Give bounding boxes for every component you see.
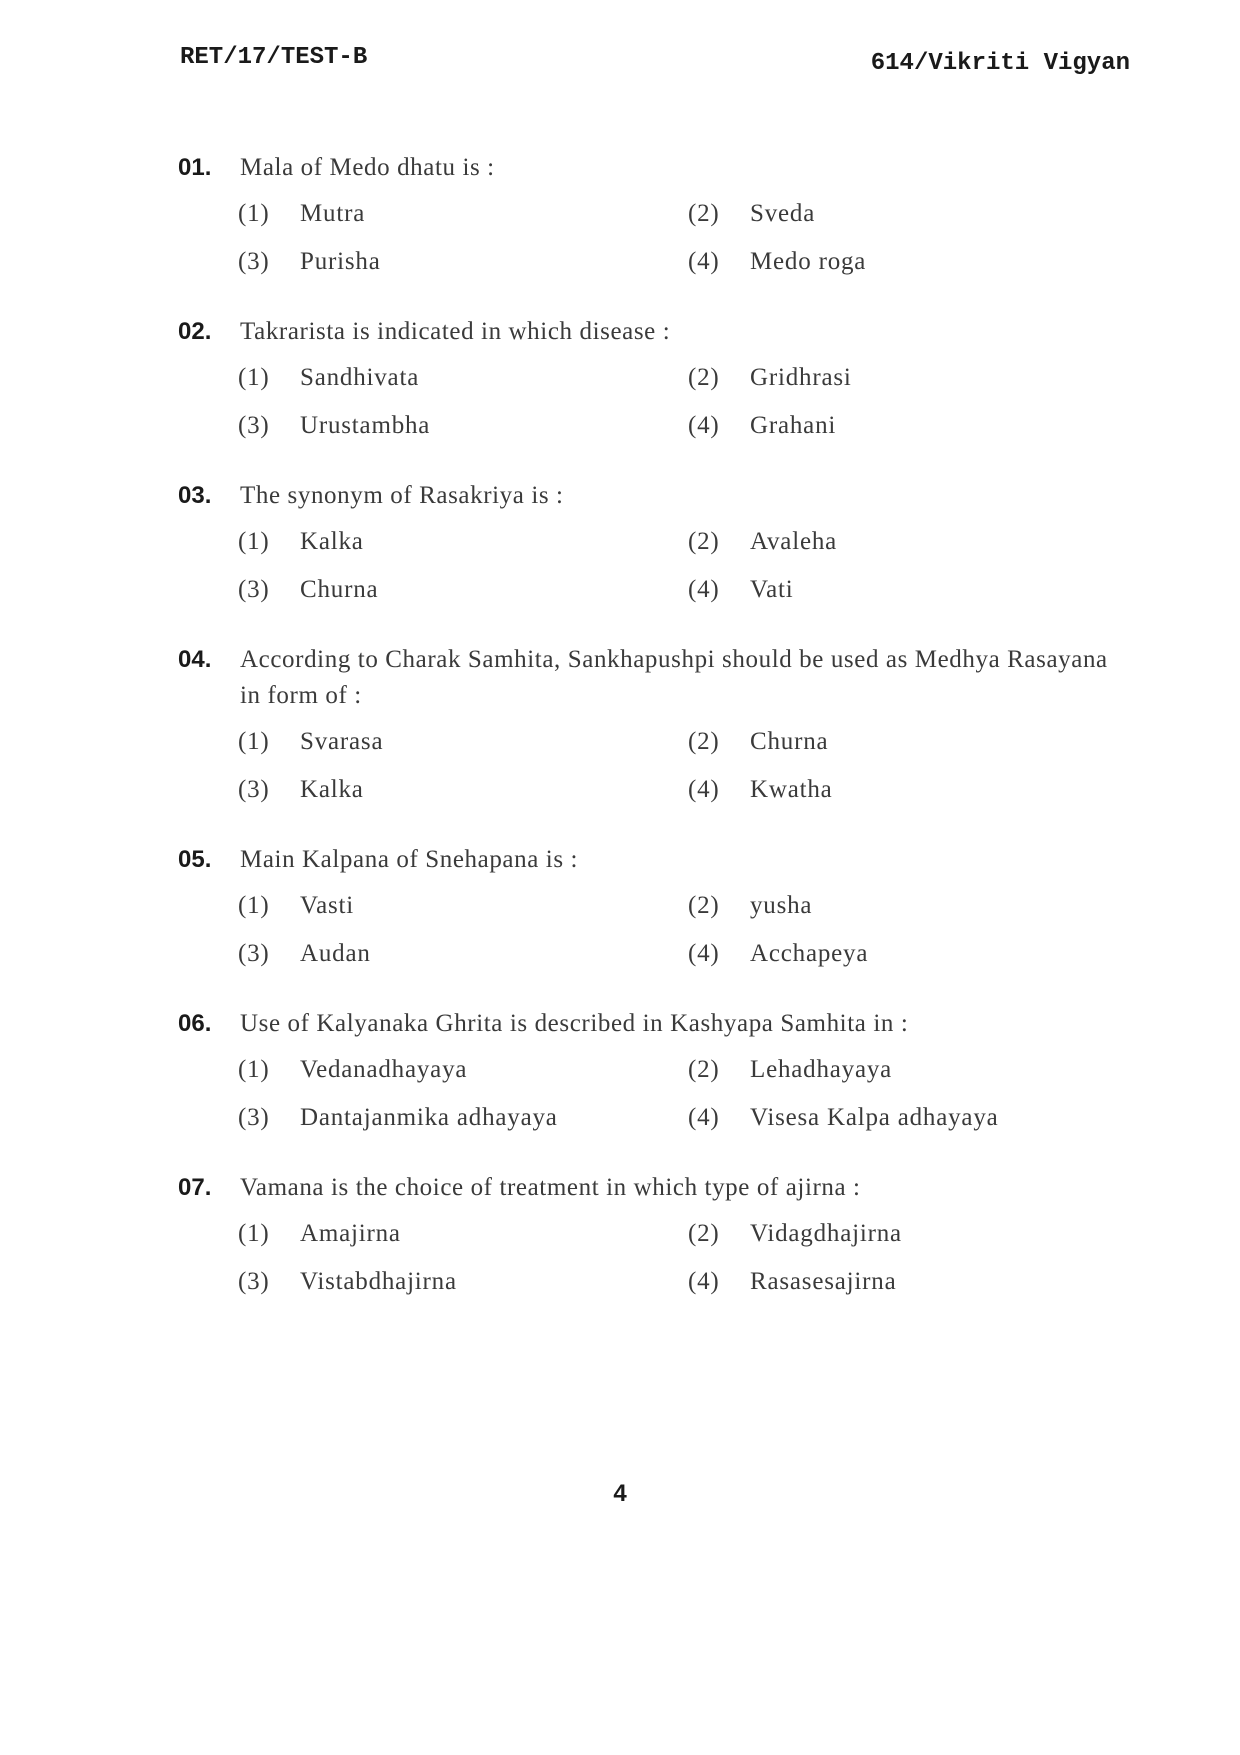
option-number: (1) <box>238 892 270 919</box>
answer-option <box>238 408 688 444</box>
option-number: (4) <box>688 1104 720 1131</box>
question-stem <box>178 842 1128 878</box>
answer-option <box>238 724 688 760</box>
option-number: (3) <box>238 776 270 803</box>
answer-option <box>238 936 688 972</box>
option-text: Lehadhayaya <box>750 1056 893 1083</box>
question-item <box>178 150 1128 280</box>
answer-option <box>688 888 1108 924</box>
option-text: Churna <box>300 576 379 603</box>
option-text: Vedanadhayaya <box>300 1056 468 1083</box>
option-number: (2) <box>688 1220 720 1247</box>
question-number: 05. <box>178 846 212 873</box>
answer-option <box>688 524 1108 560</box>
answer-option <box>688 408 1108 444</box>
answer-option <box>238 244 688 280</box>
option-number: (4) <box>688 940 720 967</box>
option-number: (3) <box>238 940 270 967</box>
option-text: Audan <box>300 940 371 967</box>
answer-option <box>238 360 688 396</box>
question-text: Takrarista is indicated in which disease : <box>240 318 671 345</box>
question-number: 01. <box>178 154 212 181</box>
answer-option <box>688 936 1108 972</box>
option-text: Sveda <box>750 200 816 227</box>
option-text: Vasti <box>300 892 354 919</box>
answer-option <box>688 724 1108 760</box>
option-text: Gridhrasi <box>750 364 852 391</box>
answer-option <box>238 888 688 924</box>
option-number: (3) <box>238 412 270 439</box>
question-number: 03. <box>178 482 212 509</box>
option-grid <box>238 360 1128 444</box>
answer-option <box>238 1100 688 1136</box>
option-text: Grahani <box>750 412 837 439</box>
option-number: (3) <box>238 248 270 275</box>
option-number: (3) <box>238 1268 270 1295</box>
option-number: (1) <box>238 728 270 755</box>
answer-option <box>238 572 688 608</box>
answer-option <box>688 244 1108 280</box>
option-number: (4) <box>688 576 720 603</box>
question-number: 07. <box>178 1174 212 1201</box>
option-number: (2) <box>688 728 720 755</box>
option-number: (4) <box>688 776 720 803</box>
option-text: Mutra <box>300 200 366 227</box>
option-grid <box>238 888 1128 972</box>
question-text: Use of Kalyanaka Ghrita is described in Kashyapa Samhita in : <box>240 1010 909 1037</box>
option-text: Urustambha <box>300 412 431 439</box>
option-text: Vistabdhajirna <box>300 1268 457 1295</box>
option-number: (1) <box>238 1220 270 1247</box>
option-text: Svarasa <box>300 728 384 755</box>
option-number: (2) <box>688 1056 720 1083</box>
answer-option <box>688 1052 1108 1088</box>
question-stem <box>178 314 1128 350</box>
question-stem <box>178 478 1128 514</box>
question-text: Mala of Medo dhatu is : <box>240 154 495 181</box>
question-stem <box>178 642 1128 714</box>
option-number: (4) <box>688 412 720 439</box>
option-number: (3) <box>238 1104 270 1131</box>
question-number: 04. <box>178 646 212 673</box>
option-number: (3) <box>238 576 270 603</box>
option-text: yusha <box>750 892 813 919</box>
question-number: 02. <box>178 318 212 345</box>
question-text: According to Charak Samhita, Sankhapushpi should be used as Medhya Rasayana in form of : <box>240 646 1108 709</box>
question-item <box>178 642 1128 808</box>
option-number: (4) <box>688 1268 720 1295</box>
option-number: (2) <box>688 892 720 919</box>
question-text: Main Kalpana of Snehapana is : <box>240 846 579 873</box>
answer-option <box>688 1264 1108 1300</box>
subject-title: 614/Vikriti Vigyan <box>870 50 1130 77</box>
option-number: (2) <box>688 200 720 227</box>
test-code: RET/17/TEST-B <box>180 44 368 71</box>
option-number: (2) <box>688 364 720 391</box>
question-item <box>178 478 1128 608</box>
option-number: (1) <box>238 200 270 227</box>
option-number: (1) <box>238 1056 270 1083</box>
question-item <box>178 314 1128 444</box>
option-number: (4) <box>688 248 720 275</box>
option-text: Purisha <box>300 248 381 275</box>
option-grid <box>238 524 1128 608</box>
answer-option <box>688 1100 1108 1136</box>
answer-option <box>238 1264 688 1300</box>
page-header <box>180 44 1130 84</box>
question-text: The synonym of Rasakriya is : <box>240 482 564 509</box>
answer-option <box>688 572 1108 608</box>
question-number: 06. <box>178 1010 212 1037</box>
question-text: Vamana is the choice of treatment in which type of ajirna : <box>240 1174 861 1201</box>
option-text: Kalka <box>300 528 364 555</box>
answer-option <box>688 1216 1108 1252</box>
answer-option <box>238 1052 688 1088</box>
question-stem <box>178 150 1128 186</box>
option-text: Rasasesajirna <box>750 1268 897 1295</box>
option-text: Dantajanmika adhayaya <box>300 1104 558 1131</box>
answer-option <box>238 772 688 808</box>
option-number: (1) <box>238 364 270 391</box>
option-grid <box>238 724 1128 808</box>
option-text: Sandhivata <box>300 364 420 391</box>
answer-option <box>688 772 1108 808</box>
option-grid <box>238 1052 1128 1136</box>
option-text: Vati <box>750 576 794 603</box>
option-text: Acchapeya <box>750 940 869 967</box>
question-item <box>178 842 1128 972</box>
answer-option <box>688 360 1108 396</box>
question-list <box>178 150 1128 1334</box>
question-stem <box>178 1006 1128 1042</box>
option-number: (1) <box>238 528 270 555</box>
question-item <box>178 1170 1128 1300</box>
option-number: (2) <box>688 528 720 555</box>
option-text: Avaleha <box>750 528 838 555</box>
page-number: 4 <box>613 1480 627 1507</box>
question-item <box>178 1006 1128 1136</box>
option-text: Churna <box>750 728 829 755</box>
answer-option <box>238 1216 688 1252</box>
option-text: Kwatha <box>750 776 833 803</box>
option-grid <box>238 196 1128 280</box>
answer-option <box>238 196 688 232</box>
answer-option <box>688 196 1108 232</box>
option-text: Vidagdhajirna <box>750 1220 902 1247</box>
option-grid <box>238 1216 1128 1300</box>
answer-option <box>238 524 688 560</box>
option-text: Visesa Kalpa adhayaya <box>750 1104 999 1131</box>
option-text: Amajirna <box>300 1220 401 1247</box>
question-stem <box>178 1170 1128 1206</box>
option-text: Kalka <box>300 776 364 803</box>
option-text: Medo roga <box>750 248 867 275</box>
